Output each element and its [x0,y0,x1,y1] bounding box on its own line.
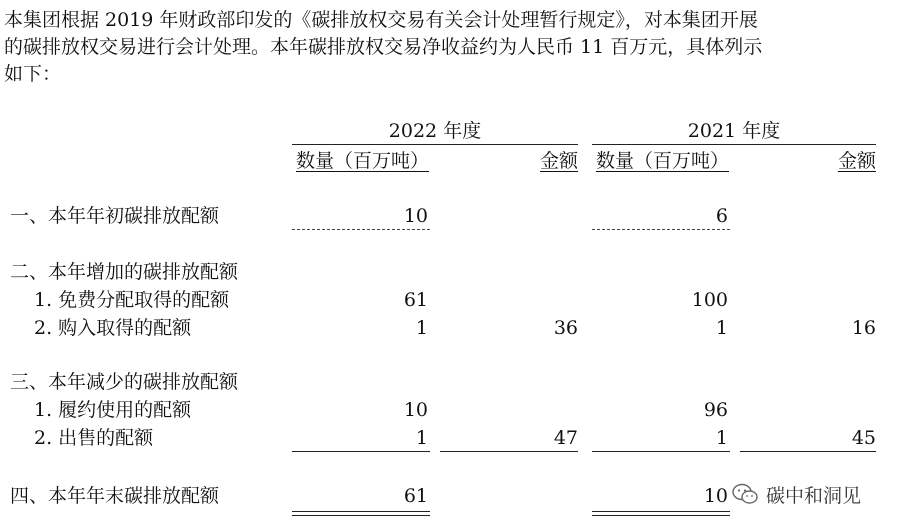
row-purchased-amount-2021: 16 [851,317,876,339]
year-2021-rule [592,144,876,145]
sold-rule-amount-2022 [440,451,578,452]
row-closing-label: 四、本年年末碳排放配额 [10,485,220,507]
year-2022-rule [292,144,578,145]
row-free-allocation-qty-2021: 100 [691,289,728,311]
watermark-text: 碳中和洞见 [766,484,862,507]
row-compliance-qty-2022: 10 [403,399,428,421]
row-purchased-amount-2022: 36 [553,317,578,339]
row-opening-qty-2022: 10 [403,205,428,227]
row-opening-qty-2021: 6 [715,205,728,227]
row-decrease-label: 三、本年减少的碳排放配额 [10,371,239,393]
col-amount-2022: 金额 [539,150,578,172]
row-closing-qty-2022: 61 [403,485,428,507]
opening-dashed-rule-2022 [292,229,430,230]
watermark [730,480,861,508]
opening-dashed-rule-2021 [592,229,730,230]
sold-rule-qty-2022 [292,451,430,452]
sold-rule-amount-2021 [740,451,876,452]
closing-double-rule-2022 [292,511,430,516]
wechat-icon [732,483,758,505]
row-free-allocation-qty-2022: 61 [403,289,428,311]
col-qty-2022: 数量（百万吨） [296,150,430,172]
closing-double-rule-2021 [592,511,730,516]
row-sold-qty-2021: 1 [715,427,728,449]
intro-line-2: 的碳排放权交易进行会计处理。本年碳排放权交易净收益约为人民币 11 百万元，具体列示 [4,36,763,58]
row-sold-qty-2022: 1 [415,427,428,449]
year-2022-header: 2022 年度 [388,120,482,142]
row-increase-label: 二、本年增加的碳排放配额 [10,261,239,283]
year-2021-header: 2021 年度 [687,120,781,142]
row-sold-amount-2021: 45 [851,427,876,449]
row-sold-amount-2022: 47 [553,427,578,449]
row-purchased-qty-2021: 1 [715,317,728,339]
sold-rule-qty-2021 [592,451,730,452]
row-compliance-qty-2021: 96 [703,399,728,421]
row-closing-qty-2021: 10 [703,485,728,507]
intro-line-3: 如下： [4,63,62,85]
row-purchased-qty-2022: 1 [415,317,428,339]
row-compliance-label: 1. 履约使用的配额 [34,399,192,421]
intro-line-1: 本集团根据 2019 年财政部印发的《碳排放权交易有关会计处理暂行规定》，对本集团开展 [4,9,758,31]
row-sold-label: 2. 出售的配额 [34,427,154,449]
row-opening-label: 一、本年年初碳排放配额 [10,205,220,227]
row-free-allocation-label: 1. 免费分配取得的配额 [34,289,230,311]
col-amount-2021: 金额 [837,150,876,172]
row-purchased-label: 2. 购入取得的配额 [34,317,192,339]
col-qty-2021: 数量（百万吨） [596,150,730,172]
